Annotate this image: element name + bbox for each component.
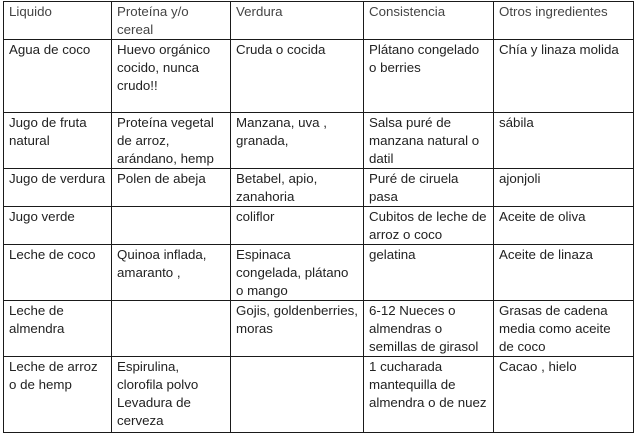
header-liquido: Liquido <box>4 2 112 40</box>
cell-otros: Chía y linaza molida <box>494 40 634 113</box>
header-consistencia: Consistencia <box>364 2 494 40</box>
table-row <box>4 245 634 301</box>
cell-proteina: Huevo orgánico cocido, nunca crudo!! <box>112 40 231 113</box>
cell-verdura <box>231 357 364 433</box>
table-row <box>4 40 634 113</box>
cell-liquido: Agua de coco <box>4 40 112 113</box>
cell-otros: Cacao , hielo <box>494 357 634 433</box>
cell-proteina: Polen de abeja <box>112 169 231 207</box>
header-otros: Otros ingredientes <box>494 2 634 40</box>
cell-proteina: Espirulina, clorofila polvo Levadura de cerveza <box>112 357 231 433</box>
cell-otros: Aceite de linaza <box>494 245 634 301</box>
cell-consistencia: gelatina <box>364 245 494 301</box>
cell-verdura: Gojis, goldenberries, moras <box>231 301 364 357</box>
cell-consistencia: Puré de ciruela pasa <box>364 169 494 207</box>
cell-verdura: Espinaca congelada, plátano o mango <box>231 245 364 301</box>
cell-proteina: Quinoa inflada, amaranto , <box>112 245 231 301</box>
cell-verdura: Cruda o cocida <box>231 40 364 113</box>
cell-verdura: Manzana, uva , granada, <box>231 113 364 169</box>
table-row <box>4 113 634 169</box>
cell-liquido: Leche de coco <box>4 245 112 301</box>
cell-liquido: Jugo verde <box>4 207 112 245</box>
table-row <box>4 301 634 357</box>
table-row <box>4 357 634 433</box>
cell-consistencia: Salsa puré de manzana natural o datil <box>364 113 494 169</box>
cell-consistencia: Cubitos de leche de arroz o coco <box>364 207 494 245</box>
header-verdura: Verdura <box>231 2 364 40</box>
cell-otros: Aceite de oliva <box>494 207 634 245</box>
cell-verdura: coliflor <box>231 207 364 245</box>
cell-liquido: Jugo de verdura <box>4 169 112 207</box>
cell-consistencia: Plátano congelado o berries <box>364 40 494 113</box>
cell-otros: ajonjoli <box>494 169 634 207</box>
cell-proteina <box>112 207 231 245</box>
cell-otros: Grasas de cadena media como aceite de coco <box>494 301 634 357</box>
cell-liquido: Leche de almendra <box>4 301 112 357</box>
table-row <box>4 169 634 207</box>
ingredients-table <box>3 1 634 433</box>
table-row <box>4 207 634 245</box>
cell-proteina: Proteína vegetal de arroz, arándano, hemp <box>112 113 231 169</box>
cell-otros: sábila <box>494 113 634 169</box>
cell-liquido: Leche de arroz o de hemp <box>4 357 112 433</box>
cell-verdura: Betabel, apio, zanahoria <box>231 169 364 207</box>
cell-liquido: Jugo de fruta natural <box>4 113 112 169</box>
header-row <box>4 2 634 40</box>
cell-consistencia: 6-12 Nueces o almendras o semillas de girasol <box>364 301 494 357</box>
cell-consistencia: 1 cucharada mantequilla de almendra o de nuez <box>364 357 494 433</box>
cell-proteina <box>112 301 231 357</box>
header-proteina: Proteína y/o cereal <box>112 2 231 40</box>
